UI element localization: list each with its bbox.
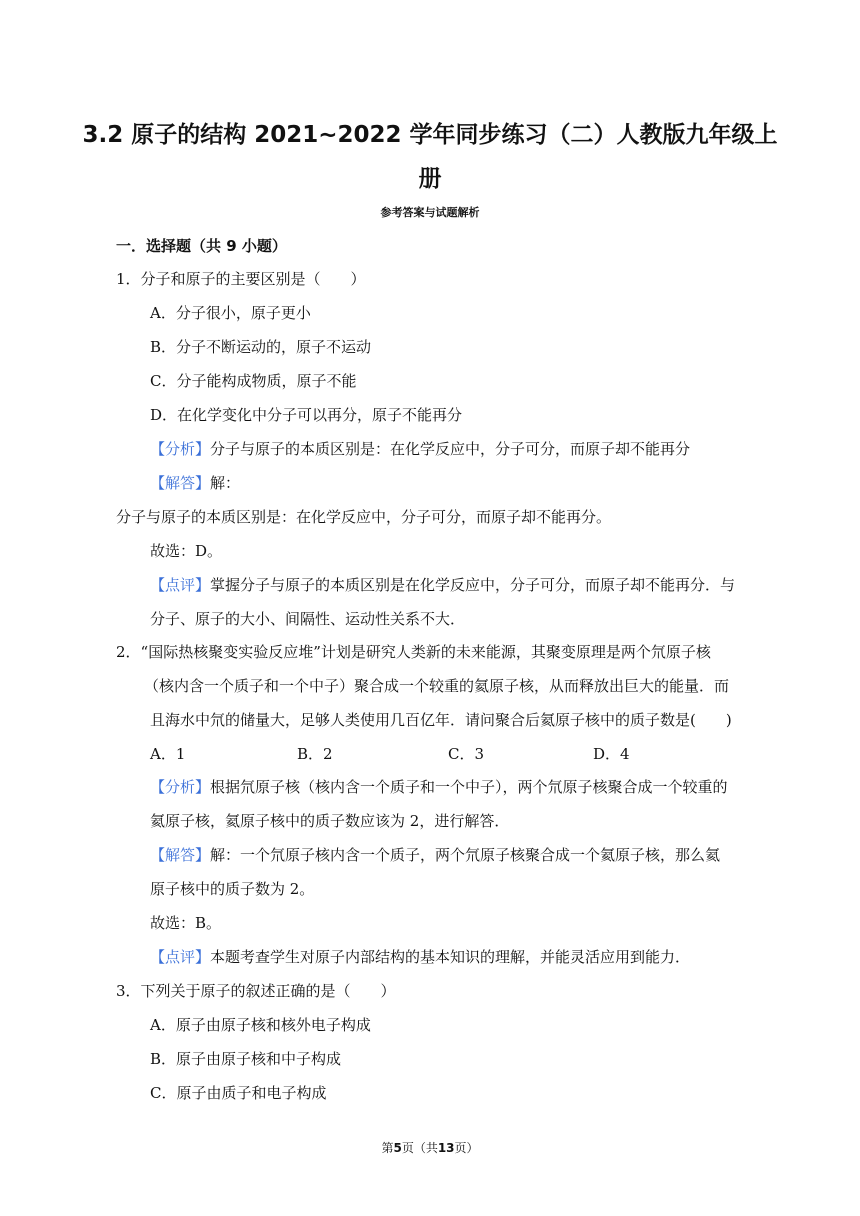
q2-comment [150,947,690,967]
q2-stem-line-3: 且海水中氘的储量大，足够人类使用几百亿年．请问聚合后氦原子核中的质子数是( ) [150,711,732,729]
q2-analysis [150,777,728,797]
q1-stem: 1．分子和原子的主要区别是（ ） [116,270,366,288]
q1-analysis [150,439,690,459]
document-title: 3.2 原子的结构 2021~2022 学年同步练习（二）人教版九年级上 [82,122,778,148]
document-subtitle: 参考答案与试题解析 [380,206,480,219]
comment-tag: 【点评】 [150,948,211,966]
q1-analysis-text: 分子与原子的本质区别是：在化学反应中，分子可分，而原子却不能再分 [210,440,691,458]
document-title-continued: 册 [418,166,442,192]
answer-tag: 【解答】 [150,474,211,492]
comment-tag: 【点评】 [150,576,211,594]
footer-prefix: 第 [381,1141,394,1155]
q2-stem: 2．“国际热核聚变实验反应堆”计划是研究人类新的未来能源，其聚变原理是两个氘原子核 [116,643,711,661]
analysis-tag: 【分析】 [150,440,211,458]
q1-comment-text: 掌握分子与原子的本质区别是在化学反应中，分子可分，而原子却不能再分．与 [210,576,736,594]
section-heading: 一．选择题（共 9 小题） [116,237,287,255]
q1-answer [150,473,240,493]
q2-option-a: A．1 [150,745,186,763]
page-number: 5 [393,1141,402,1155]
q3-stem: 3．下列关于原子的叙述正确的是（ ） [116,982,396,1000]
q2-choice: 故选：B。 [150,914,222,932]
answer-tag: 【解答】 [150,846,211,864]
q2-option-c: C．3 [448,745,485,763]
q1-comment-continued: 分子、原子的大小、间隔性、运动性关系不大． [150,610,466,628]
q2-option-b: B．2 [297,745,333,763]
q2-option-d: D．4 [593,745,630,763]
q1-option-a: A．分子很小，原子更小 [150,304,311,322]
q2-comment-text: 本题考查学生对原子内部结构的基本知识的理解，并能灵活应用到能力． [210,948,691,966]
total-pages: 13 [437,1141,455,1155]
q1-comment [150,575,735,595]
q3-option-a: A．原子由原子核和核外电子构成 [150,1016,371,1034]
q2-answer-continued: 原子核中的质子数为 2。 [150,880,315,898]
q1-option-b: B．分子不断运动的，原子不运动 [150,338,372,356]
q1-choice: 故选：D。 [150,542,223,560]
page-footer [60,1139,800,1156]
q1-answer-text: 解： [210,474,241,492]
q2-stem-line-2: （核内含一个质子和一个中子）聚合成一个较重的氦原子核，从而释放出巨大的能量．而 [144,677,730,695]
q1-option-d: D．在化学变化中分子可以再分，原子不能再分 [150,406,463,424]
footer-suffix: 页） [454,1141,479,1155]
q2-analysis-continued: 氦原子核，氦原子核中的质子数应该为 2，进行解答． [150,812,510,830]
analysis-tag: 【分析】 [150,778,211,796]
q2-answer [150,845,720,865]
q1-answer-body: 分子与原子的本质区别是：在化学反应中，分子可分，而原子却不能再分。 [116,508,612,526]
footer-middle: 页（共 [401,1141,438,1155]
q3-option-b: B．原子由原子核和中子构成 [150,1050,342,1068]
q3-option-c: C．原子由质子和电子构成 [150,1084,327,1102]
q2-analysis-text: 根据氘原子核（核内含一个质子和一个中子），两个氘原子核聚合成一个较重的 [210,778,728,796]
q1-option-c: C．分子能构成物质，原子不能 [150,372,357,390]
q2-answer-text: 解：一个氘原子核内含一个质子，两个氘原子核聚合成一个氦原子核，那么氦 [210,846,721,864]
